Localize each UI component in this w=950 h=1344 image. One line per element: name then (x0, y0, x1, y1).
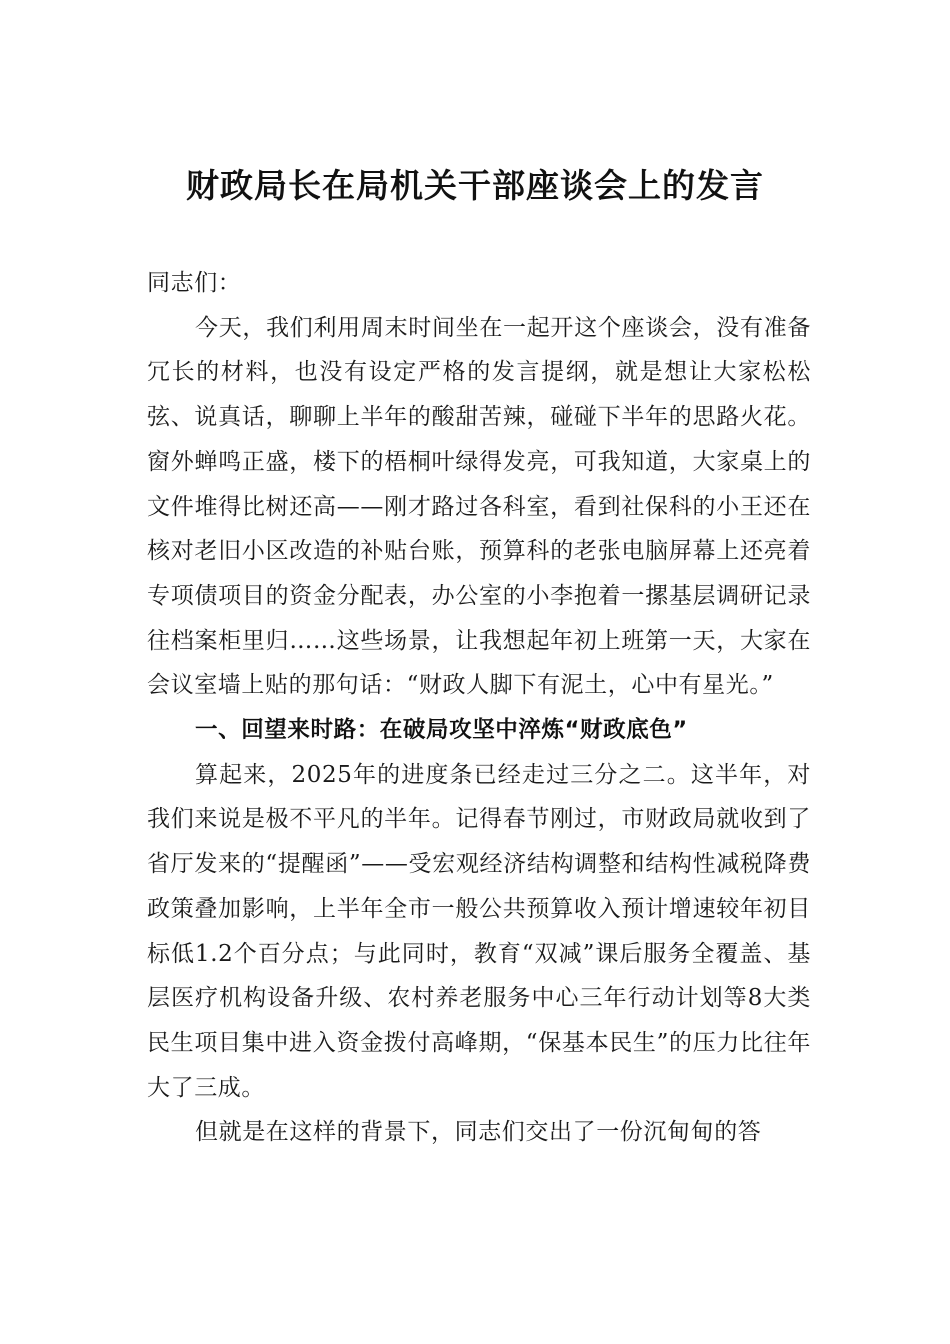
document-body (147, 261, 811, 1155)
paragraph-opening: 今天，我们利用周末时间坐在一起开这个座谈会，没有准备冗长的材料，也没有设定严格的发言提纲，就是想让大家松松弦、说真话，聊聊上半年的酸甜苦辣，碰碰下半年的思路火花。窗外蝉鸣正盛，楼下的梧桐叶绿得发亮，可我知道，大家桌上的文件堆得比树还高——刚才路过各科室，看到社保科的小王还在核对老旧小区改造的补贴台账，预算科的老张电脑屏幕上还亮着专项债项目的资金分配表，办公室的小李抱着一摞基层调研记录往档案柜里归……这些场景，让我想起年初上班第一天，大家在会议室墙上贴的那句话：“财政人脚下有泥土，心中有星光。” (147, 314, 811, 699)
salutation: 同志们： (147, 270, 242, 296)
paragraph-continued: 但就是在这样的背景下，同志们交出了一份沉甸甸的答 (195, 1119, 762, 1146)
section-heading-1: 一、回望来时路：在破局攻坚中淬炼“财政底色” (195, 717, 688, 744)
document-title: 财政局长在局机关干部座谈会上的发言 (186, 166, 764, 205)
paragraph-review: 算起来，2025年的进度条已经走过三分之二。这半年，对我们来说是极不平凡的半年。记得春节刚过，市财政局就收到了省厅发来的“提醒函”——受宏观经济结构调整和结构性减税降费政策叠加影响，上半年全市一般公共预算收入预计增速较年初目标低1.2个百分点；与此同时，教育“双减”课后服务全覆盖、基层医疗机构设备升级、农村养老服务中心三年行动计划等8大类民生项目集中进入资金拨付高峰期，“保基本民生”的压力比往年大了三成。 (147, 761, 811, 1101)
